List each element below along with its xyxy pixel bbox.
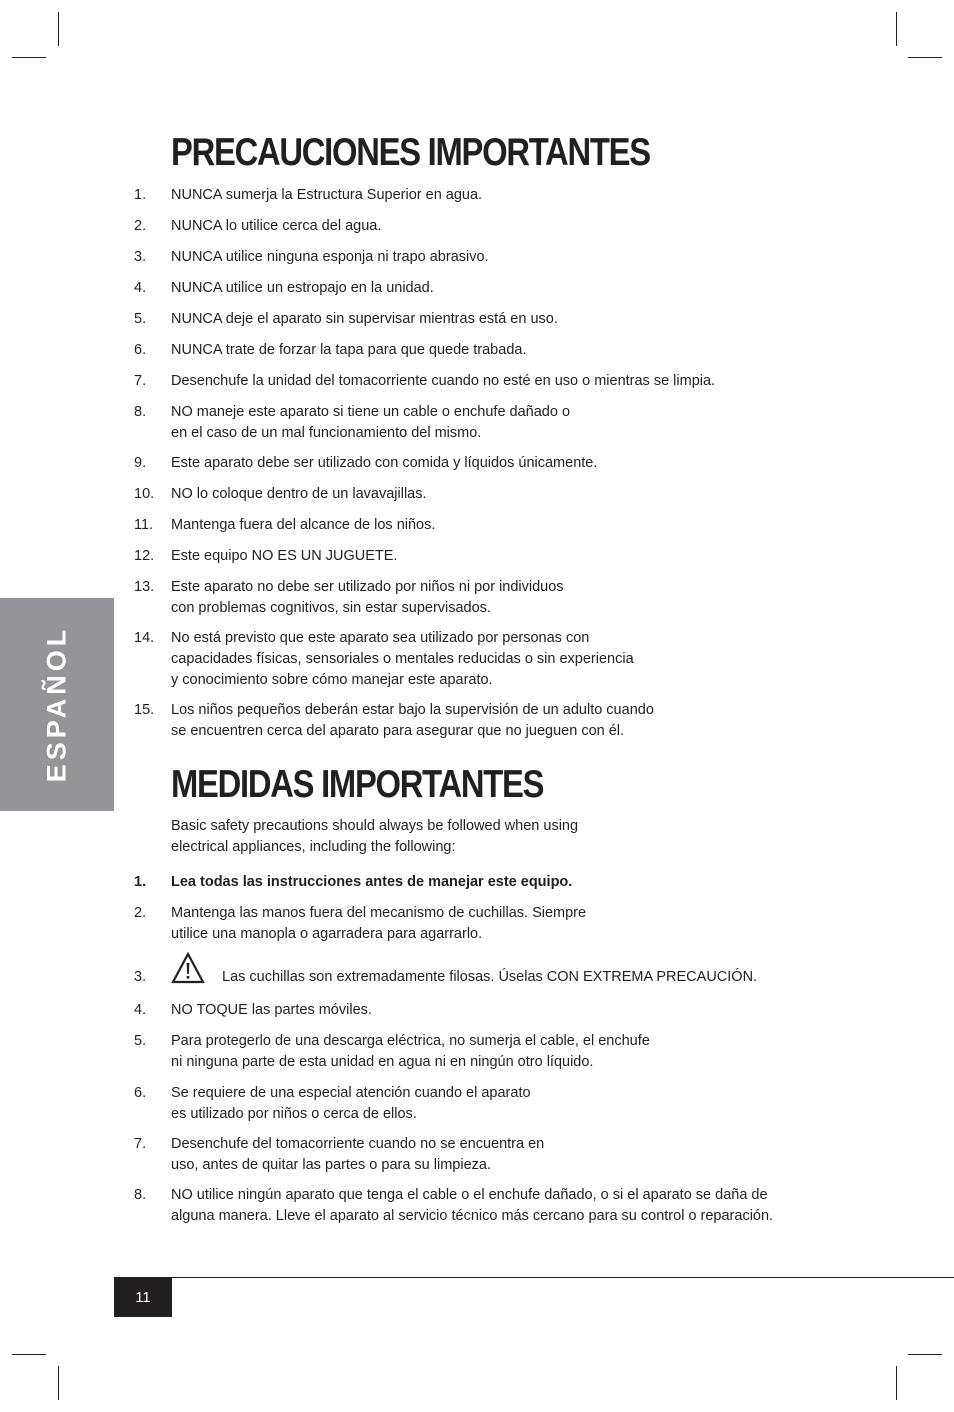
list-item-line: NO utilice ningún aparato que tenga el cable o el enchufe dañado, o si el aparato se daña de [171, 1187, 768, 1203]
list-item-text [171, 453, 597, 474]
list-item-number: 12. [134, 548, 155, 564]
list-item-line: uso, antes de quitar las partes o para su limpieza. [171, 1157, 491, 1173]
crop-mark [12, 1354, 46, 1355]
list-item-number: 1. [134, 187, 147, 203]
section-title-precauciones: PRECAUCIONES IMPORTANTES [171, 131, 650, 174]
list-item-number: 5. [134, 311, 147, 327]
list-item-text [171, 371, 715, 392]
crop-mark [896, 12, 897, 46]
language-side-tab [0, 598, 114, 811]
section-title-medidas: MEDIDAS IMPORTANTES [171, 763, 544, 806]
list-item-text [171, 484, 427, 505]
list-item-number: 14. [134, 630, 155, 646]
list-item-line: Este aparato debe ser utilizado con comida y líquidos únicamente. [171, 455, 598, 471]
list-item-line: utilice una manopla o agarradera para agarrarlo. [171, 926, 483, 942]
list-item-text [171, 1031, 650, 1073]
list-item-number: 4. [134, 1002, 147, 1018]
language-label: ESPAÑOL [41, 625, 72, 783]
list-item-number: 1. [134, 874, 147, 890]
list-item-number: 8. [134, 1187, 147, 1203]
list-item-line: NO lo coloque dentro de un lavavajillas. [171, 486, 427, 502]
list-item-line: Desenchufe del tomacorriente cuando no se encuentra en [171, 1136, 545, 1152]
list-item-line: capacidades físicas, sensoriales o mentales reducidas o sin experiencia [171, 651, 634, 667]
list-item-text [171, 1000, 372, 1021]
crop-mark [58, 1366, 59, 1400]
list-item-line: NO maneje este aparato si tiene un cable o enchufe dañado o [171, 404, 571, 420]
list-item-number: 9. [134, 455, 147, 471]
crop-mark [908, 57, 942, 58]
list-item-line: en el caso de un mal funcionamiento del mismo. [171, 425, 482, 441]
list-item-line: Lea todas las instrucciones antes de manejar este equipo. [171, 874, 573, 890]
list-item-line: NUNCA lo utilice cerca del agua. [171, 218, 382, 234]
list-item-line: Para protegerlo de una descarga eléctrica, no sumerja el cable, el enchufe [171, 1033, 650, 1049]
list-item-line: Este aparato no debe ser utilizado por niños ni por individuos [171, 579, 564, 595]
list-item-line: alguna manera. Lleve el aparato al servicio técnico más cercano para su control o reparación. [171, 1208, 774, 1224]
list-item-number: 3. [134, 249, 147, 265]
list-item-text [171, 577, 564, 619]
intro-text [171, 816, 578, 858]
list-item-text [171, 1185, 773, 1227]
footer-rule [114, 1277, 954, 1278]
list-item-text [171, 278, 434, 299]
list-item-text [171, 1083, 531, 1125]
list-item-text [171, 515, 435, 536]
intro-line: electrical appliances, including the following: [171, 839, 456, 855]
list-item-line: Este equipo NO ES UN JUGUETE. [171, 548, 398, 564]
crop-mark [12, 57, 46, 58]
list-item-line: ni ninguna parte de esta unidad en agua ni en ningún otro líquido. [171, 1054, 594, 1070]
list-item-line: NUNCA utilice un estropajo en la unidad. [171, 280, 434, 296]
list-item-line: Los niños pequeños deberán estar bajo la supervisión de un adulto cuando [171, 702, 654, 718]
list-item-number: 6. [134, 1085, 147, 1101]
list-item-line: Las cuchillas son extremadamente filosas. Úselas CON EXTREMA PRECAUCIÓN. [222, 969, 758, 985]
list-item-text [171, 546, 397, 567]
list-item-text [171, 903, 586, 945]
list-item-number: 7. [134, 1136, 147, 1152]
crop-mark [58, 12, 59, 46]
list-item-number: 2. [134, 905, 147, 921]
page-number: 11 [114, 1277, 172, 1317]
list-item-line: se encuentren cerca del aparato para asegurar que no jueguen con él. [171, 723, 625, 739]
list-item-text [171, 1134, 544, 1176]
list-item-text [171, 872, 572, 893]
list-item-text [171, 185, 482, 206]
list-item-line: NO TOQUE las partes móviles. [171, 1002, 372, 1018]
crop-mark [896, 1366, 897, 1400]
list-item-text [171, 700, 654, 742]
list-item-text [171, 309, 558, 330]
list-item-number: 8. [134, 404, 147, 420]
list-item-text [171, 402, 570, 444]
list-item-line: NUNCA sumerja la Estructura Superior en agua. [171, 187, 483, 203]
intro-line: Basic safety precautions should always be followed when using [171, 818, 579, 834]
list-item-number: 11. [134, 517, 154, 533]
crop-mark [908, 1354, 942, 1355]
list-item-text [171, 340, 526, 361]
list-item-line: Mantenga fuera del alcance de los niños. [171, 517, 436, 533]
list-item-line: es utilizado por niños o cerca de ellos. [171, 1106, 417, 1122]
warning-triangle-icon [171, 952, 205, 984]
list-item-line: y conocimiento sobre cómo manejar este aparato. [171, 672, 493, 688]
list-item-number: 7. [134, 373, 147, 389]
list-item-number: 10. [134, 486, 155, 502]
list-item-text [222, 967, 757, 988]
list-item-number: 3. [134, 969, 147, 985]
list-item-line: Se requiere de una especial atención cuando el aparato [171, 1085, 531, 1101]
list-item-line: NUNCA deje el aparato sin supervisar mientras está en uso. [171, 311, 558, 327]
list-item-number: 4. [134, 280, 147, 296]
list-item-line: NUNCA trate de forzar la tapa para que quede trabada. [171, 342, 527, 358]
list-item-text [171, 628, 634, 691]
list-item-line: Desenchufe la unidad del tomacorriente cuando no esté en uso o mientras se limpia. [171, 373, 716, 389]
list-item-number: 6. [134, 342, 147, 358]
list-item-text [171, 247, 489, 268]
list-item-line: NUNCA utilice ninguna esponja ni trapo abrasivo. [171, 249, 489, 265]
list-item-number: 13. [134, 579, 155, 595]
list-item-line: con problemas cognitivos, sin estar supervisados. [171, 600, 491, 616]
list-item-number: 2. [134, 218, 147, 234]
list-item-number: 5. [134, 1033, 147, 1049]
list-item-line: No está previsto que este aparato sea utilizado por personas con [171, 630, 590, 646]
list-item-number: 15. [134, 702, 155, 718]
list-item-text [171, 216, 381, 237]
list-item-line: Mantenga las manos fuera del mecanismo de cuchillas. Siempre [171, 905, 587, 921]
